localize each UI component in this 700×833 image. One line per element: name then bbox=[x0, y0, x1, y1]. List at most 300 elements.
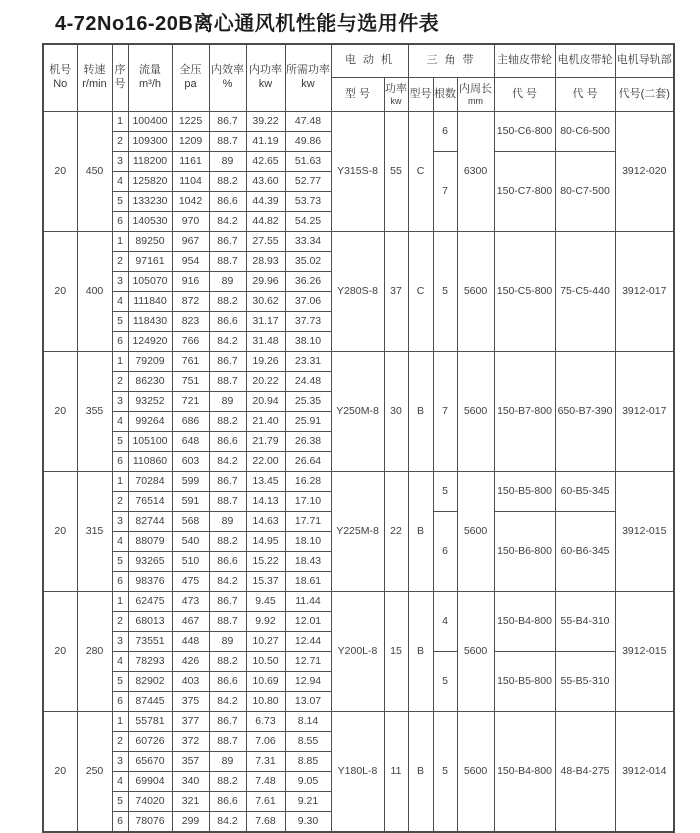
cell-efficiency: 89 bbox=[209, 152, 246, 172]
cell-seq: 5 bbox=[112, 552, 128, 572]
cell-seq: 4 bbox=[112, 532, 128, 552]
cell-power: 14.95 bbox=[246, 532, 285, 552]
cell-pressure: 761 bbox=[172, 352, 209, 372]
cell-pressure: 403 bbox=[172, 672, 209, 692]
cell-main-pulley: 150-B6-800 bbox=[494, 512, 555, 592]
cell-flow: 97161 bbox=[128, 252, 172, 272]
cell-pressure: 766 bbox=[172, 332, 209, 352]
table-row bbox=[43, 232, 674, 252]
header-seq-label: 序 bbox=[114, 64, 126, 77]
cell-main-pulley: 150-C6-800 bbox=[494, 112, 555, 152]
header-required-power-label: 所需功率 bbox=[286, 64, 330, 77]
cell-motor-power: 37 bbox=[384, 232, 408, 352]
cell-required-power: 8.85 bbox=[285, 752, 331, 772]
cell-required-power: 23.31 bbox=[285, 352, 331, 372]
cell-seq: 2 bbox=[112, 732, 128, 752]
cell-power: 6.73 bbox=[246, 712, 285, 732]
cell-efficiency: 88.2 bbox=[209, 412, 246, 432]
header-row-1 bbox=[43, 44, 674, 78]
cell-efficiency: 84.2 bbox=[209, 332, 246, 352]
cell-belt-roots: 5 bbox=[433, 652, 457, 712]
cell-power: 14.13 bbox=[246, 492, 285, 512]
cell-pressure: 568 bbox=[172, 512, 209, 532]
cell-flow: 99264 bbox=[128, 412, 172, 432]
cell-efficiency: 86.6 bbox=[209, 192, 246, 212]
header-motor-pulley-group: 电机皮带轮 bbox=[555, 44, 615, 78]
cell-flow: 124920 bbox=[128, 332, 172, 352]
header-flow bbox=[128, 44, 172, 112]
cell-motor-power: 55 bbox=[384, 112, 408, 232]
cell-seq: 2 bbox=[112, 612, 128, 632]
cell-flow: 140530 bbox=[128, 212, 172, 232]
cell-power: 10.50 bbox=[246, 652, 285, 672]
cell-pressure: 540 bbox=[172, 532, 209, 552]
cell-flow: 118200 bbox=[128, 152, 172, 172]
cell-motor-pulley: 60-B5-345 bbox=[555, 472, 615, 512]
cell-seq: 2 bbox=[112, 252, 128, 272]
header-efficiency bbox=[209, 44, 246, 112]
header-required-power-unit: kw bbox=[301, 78, 315, 90]
cell-power: 21.40 bbox=[246, 412, 285, 432]
cell-required-power: 16.28 bbox=[285, 472, 331, 492]
cell-power: 7.31 bbox=[246, 752, 285, 772]
cell-pressure: 467 bbox=[172, 612, 209, 632]
cell-belt-model: C bbox=[408, 112, 433, 232]
cell-pressure: 299 bbox=[172, 812, 209, 833]
cell-pressure: 916 bbox=[172, 272, 209, 292]
cell-efficiency: 86.6 bbox=[209, 672, 246, 692]
cell-power: 14.63 bbox=[246, 512, 285, 532]
cell-power: 7.68 bbox=[246, 812, 285, 833]
cell-efficiency: 86.7 bbox=[209, 232, 246, 252]
cell-seq: 3 bbox=[112, 512, 128, 532]
cell-belt-circumference: 6300 bbox=[457, 112, 494, 232]
cell-seq: 1 bbox=[112, 112, 128, 132]
header-pressure bbox=[172, 44, 209, 112]
cell-power: 20.22 bbox=[246, 372, 285, 392]
cell-pressure: 357 bbox=[172, 752, 209, 772]
cell-machine-no: 20 bbox=[43, 712, 77, 833]
cell-pressure: 340 bbox=[172, 772, 209, 792]
cell-pressure: 372 bbox=[172, 732, 209, 752]
cell-efficiency: 86.6 bbox=[209, 432, 246, 452]
cell-required-power: 33.34 bbox=[285, 232, 331, 252]
cell-required-power: 9.05 bbox=[285, 772, 331, 792]
cell-flow: 88079 bbox=[128, 532, 172, 552]
cell-required-power: 47.48 bbox=[285, 112, 331, 132]
header-belt-group: 三 角 带 bbox=[408, 44, 494, 78]
cell-rail-code: 3912-014 bbox=[615, 712, 674, 833]
header-pressure-label: 全压 bbox=[179, 64, 202, 77]
cell-pressure: 872 bbox=[172, 292, 209, 312]
header-motor-power bbox=[384, 78, 408, 112]
table-row bbox=[43, 112, 674, 132]
cell-flow: 100400 bbox=[128, 112, 172, 132]
cell-seq: 1 bbox=[112, 472, 128, 492]
table-row bbox=[43, 352, 674, 372]
cell-required-power: 38.10 bbox=[285, 332, 331, 352]
cell-flow: 118430 bbox=[128, 312, 172, 332]
cell-efficiency: 89 bbox=[209, 392, 246, 412]
cell-efficiency: 86.6 bbox=[209, 792, 246, 812]
cell-motor-pulley: 55-B4-310 bbox=[555, 592, 615, 652]
cell-pressure: 1104 bbox=[172, 172, 209, 192]
cell-power: 10.69 bbox=[246, 672, 285, 692]
cell-efficiency: 86.6 bbox=[209, 552, 246, 572]
cell-power: 9.45 bbox=[246, 592, 285, 612]
header-rail-group: 电机导轨部 bbox=[615, 44, 674, 78]
header-machine-no-unit: No bbox=[53, 78, 68, 90]
cell-pressure: 823 bbox=[172, 312, 209, 332]
cell-seq: 5 bbox=[112, 192, 128, 212]
cell-seq: 5 bbox=[112, 672, 128, 692]
cell-belt-circumference: 5600 bbox=[457, 352, 494, 472]
cell-motor-power: 22 bbox=[384, 472, 408, 592]
header-machine-no bbox=[43, 44, 77, 112]
cell-belt-roots: 5 bbox=[433, 232, 457, 352]
cell-required-power: 18.10 bbox=[285, 532, 331, 552]
header-main-pulley-code: 代 号 bbox=[494, 78, 555, 112]
table-header bbox=[43, 44, 674, 112]
cell-belt-circumference: 5600 bbox=[457, 232, 494, 352]
cell-motor-model: Y180L-8 bbox=[331, 712, 384, 833]
cell-flow: 111840 bbox=[128, 292, 172, 312]
header-flow-unit: m³/h bbox=[139, 78, 161, 90]
cell-machine-no: 20 bbox=[43, 112, 77, 232]
cell-seq: 3 bbox=[112, 632, 128, 652]
cell-seq: 2 bbox=[112, 372, 128, 392]
cell-flow: 65670 bbox=[128, 752, 172, 772]
cell-pressure: 686 bbox=[172, 412, 209, 432]
header-motor-model: 型 号 bbox=[331, 78, 384, 112]
cell-power: 30.62 bbox=[246, 292, 285, 312]
cell-required-power: 53.73 bbox=[285, 192, 331, 212]
cell-machine-no: 20 bbox=[43, 472, 77, 592]
cell-belt-model: B bbox=[408, 712, 433, 833]
cell-seq: 4 bbox=[112, 652, 128, 672]
cell-efficiency: 88.2 bbox=[209, 532, 246, 552]
cell-rail-code: 3912-020 bbox=[615, 112, 674, 232]
cell-flow: 133230 bbox=[128, 192, 172, 212]
cell-efficiency: 89 bbox=[209, 272, 246, 292]
header-speed-label: 转速 bbox=[83, 64, 106, 77]
table-body bbox=[43, 112, 674, 833]
cell-motor-pulley: 75-C5-440 bbox=[555, 232, 615, 352]
cell-required-power: 51.63 bbox=[285, 152, 331, 172]
cell-flow: 60726 bbox=[128, 732, 172, 752]
cell-main-pulley: 150-B4-800 bbox=[494, 592, 555, 652]
cell-motor-model: Y200L-8 bbox=[331, 592, 384, 712]
cell-power: 7.48 bbox=[246, 772, 285, 792]
cell-belt-circumference: 5600 bbox=[457, 712, 494, 833]
cell-required-power: 8.14 bbox=[285, 712, 331, 732]
cell-belt-model: B bbox=[408, 352, 433, 472]
cell-power: 10.80 bbox=[246, 692, 285, 712]
cell-motor-power: 11 bbox=[384, 712, 408, 833]
cell-pressure: 967 bbox=[172, 232, 209, 252]
cell-power: 9.92 bbox=[246, 612, 285, 632]
cell-motor-pulley: 60-B6-345 bbox=[555, 512, 615, 592]
cell-flow: 93265 bbox=[128, 552, 172, 572]
cell-flow: 74020 bbox=[128, 792, 172, 812]
cell-required-power: 52.77 bbox=[285, 172, 331, 192]
cell-speed: 400 bbox=[77, 232, 112, 352]
cell-seq: 6 bbox=[112, 692, 128, 712]
cell-pressure: 1161 bbox=[172, 152, 209, 172]
cell-machine-no: 20 bbox=[43, 352, 77, 472]
cell-required-power: 36.26 bbox=[285, 272, 331, 292]
cell-flow: 82744 bbox=[128, 512, 172, 532]
cell-belt-model: B bbox=[408, 592, 433, 712]
cell-required-power: 9.21 bbox=[285, 792, 331, 812]
cell-required-power: 12.01 bbox=[285, 612, 331, 632]
cell-required-power: 9.30 bbox=[285, 812, 331, 833]
cell-flow: 125820 bbox=[128, 172, 172, 192]
header-belt-circumference-label: 内周长 bbox=[459, 83, 492, 96]
page-title: 4-72No16-20B离心通风机性能与选用件表 bbox=[55, 13, 440, 35]
cell-efficiency: 84.2 bbox=[209, 212, 246, 232]
cell-flow: 70284 bbox=[128, 472, 172, 492]
cell-power: 44.39 bbox=[246, 192, 285, 212]
cell-efficiency: 86.7 bbox=[209, 712, 246, 732]
cell-efficiency: 88.2 bbox=[209, 652, 246, 672]
cell-motor-power: 30 bbox=[384, 352, 408, 472]
cell-efficiency: 86.7 bbox=[209, 592, 246, 612]
cell-power: 29.96 bbox=[246, 272, 285, 292]
cell-motor-pulley: 48-B4-275 bbox=[555, 712, 615, 833]
cell-efficiency: 86.7 bbox=[209, 112, 246, 132]
cell-pressure: 426 bbox=[172, 652, 209, 672]
cell-pressure: 721 bbox=[172, 392, 209, 412]
cell-pressure: 1042 bbox=[172, 192, 209, 212]
cell-power: 19.26 bbox=[246, 352, 285, 372]
cell-required-power: 49.86 bbox=[285, 132, 331, 152]
cell-machine-no: 20 bbox=[43, 232, 77, 352]
cell-pressure: 377 bbox=[172, 712, 209, 732]
cell-seq: 2 bbox=[112, 132, 128, 152]
cell-efficiency: 88.7 bbox=[209, 492, 246, 512]
cell-flow: 79209 bbox=[128, 352, 172, 372]
cell-seq: 4 bbox=[112, 772, 128, 792]
cell-flow: 109300 bbox=[128, 132, 172, 152]
cell-pressure: 448 bbox=[172, 632, 209, 652]
cell-power: 15.22 bbox=[246, 552, 285, 572]
cell-efficiency: 88.7 bbox=[209, 732, 246, 752]
header-required-power bbox=[285, 44, 331, 112]
cell-main-pulley: 150-C5-800 bbox=[494, 232, 555, 352]
cell-motor-pulley: 80-C6-500 bbox=[555, 112, 615, 152]
cell-seq: 5 bbox=[112, 432, 128, 452]
cell-required-power: 8.55 bbox=[285, 732, 331, 752]
cell-efficiency: 88.2 bbox=[209, 172, 246, 192]
cell-main-pulley: 150-C7-800 bbox=[494, 152, 555, 232]
cell-main-pulley: 150-B7-800 bbox=[494, 352, 555, 472]
cell-belt-model: B bbox=[408, 472, 433, 592]
cell-efficiency: 88.7 bbox=[209, 612, 246, 632]
header-belt-circumference-unit: mm bbox=[468, 95, 483, 106]
header-pressure-unit: pa bbox=[184, 78, 197, 90]
cell-power: 7.61 bbox=[246, 792, 285, 812]
cell-efficiency: 86.7 bbox=[209, 352, 246, 372]
cell-power: 13.45 bbox=[246, 472, 285, 492]
cell-flow: 68013 bbox=[128, 612, 172, 632]
cell-required-power: 25.35 bbox=[285, 392, 331, 412]
cell-efficiency: 88.7 bbox=[209, 252, 246, 272]
cell-power: 15.37 bbox=[246, 572, 285, 592]
cell-motor-model: Y225M-8 bbox=[331, 472, 384, 592]
cell-efficiency: 89 bbox=[209, 752, 246, 772]
cell-pressure: 648 bbox=[172, 432, 209, 452]
cell-motor-model: Y315S-8 bbox=[331, 112, 384, 232]
cell-pressure: 475 bbox=[172, 572, 209, 592]
header-flow-label: 流量 bbox=[139, 64, 161, 77]
cell-power: 10.27 bbox=[246, 632, 285, 652]
cell-power: 39.22 bbox=[246, 112, 285, 132]
cell-speed: 450 bbox=[77, 112, 112, 232]
cell-flow: 93252 bbox=[128, 392, 172, 412]
cell-belt-circumference: 5600 bbox=[457, 472, 494, 592]
cell-efficiency: 84.2 bbox=[209, 572, 246, 592]
header-power-unit: kw bbox=[258, 78, 273, 90]
cell-pressure: 1225 bbox=[172, 112, 209, 132]
header-rail-code: 代号(二套) bbox=[615, 78, 674, 112]
cell-pressure: 954 bbox=[172, 252, 209, 272]
header-belt-circumference bbox=[457, 78, 494, 112]
cell-power: 31.48 bbox=[246, 332, 285, 352]
cell-flow: 78293 bbox=[128, 652, 172, 672]
cell-seq: 3 bbox=[112, 272, 128, 292]
header-efficiency-unit: % bbox=[222, 78, 233, 90]
cell-power: 43.60 bbox=[246, 172, 285, 192]
cell-required-power: 12.94 bbox=[285, 672, 331, 692]
cell-efficiency: 88.7 bbox=[209, 372, 246, 392]
cell-power: 31.17 bbox=[246, 312, 285, 332]
cell-flow: 105070 bbox=[128, 272, 172, 292]
cell-required-power: 13.07 bbox=[285, 692, 331, 712]
cell-belt-circumference: 5600 bbox=[457, 592, 494, 712]
table-row bbox=[43, 592, 674, 612]
cell-seq: 5 bbox=[112, 792, 128, 812]
cell-required-power: 12.71 bbox=[285, 652, 331, 672]
cell-required-power: 54.25 bbox=[285, 212, 331, 232]
cell-efficiency: 84.2 bbox=[209, 812, 246, 833]
cell-efficiency: 84.2 bbox=[209, 692, 246, 712]
cell-seq: 6 bbox=[112, 212, 128, 232]
cell-seq: 3 bbox=[112, 392, 128, 412]
header-speed-unit: r/min bbox=[82, 78, 107, 90]
cell-motor-pulley: 650-B7-390 bbox=[555, 352, 615, 472]
cell-required-power: 18.61 bbox=[285, 572, 331, 592]
cell-seq: 5 bbox=[112, 312, 128, 332]
cell-flow: 76514 bbox=[128, 492, 172, 512]
cell-efficiency: 88.2 bbox=[209, 292, 246, 312]
header-power-label: 内功率 bbox=[249, 64, 282, 77]
header-machine-no-label: 机号 bbox=[49, 64, 72, 77]
cell-required-power: 17.10 bbox=[285, 492, 331, 512]
cell-efficiency: 88.2 bbox=[209, 772, 246, 792]
header-belt-roots: 根数 bbox=[433, 78, 457, 112]
cell-speed: 355 bbox=[77, 352, 112, 472]
cell-pressure: 473 bbox=[172, 592, 209, 612]
cell-flow: 73551 bbox=[128, 632, 172, 652]
cell-rail-code: 3912-017 bbox=[615, 232, 674, 352]
table-row bbox=[43, 712, 674, 732]
cell-pressure: 591 bbox=[172, 492, 209, 512]
cell-power: 22.00 bbox=[246, 452, 285, 472]
cell-power: 21.79 bbox=[246, 432, 285, 452]
cell-required-power: 26.64 bbox=[285, 452, 331, 472]
cell-motor-pulley: 55-B5-310 bbox=[555, 652, 615, 712]
cell-seq: 3 bbox=[112, 152, 128, 172]
cell-belt-roots: 6 bbox=[433, 112, 457, 152]
cell-rail-code: 3912-015 bbox=[615, 472, 674, 592]
cell-flow: 87445 bbox=[128, 692, 172, 712]
cell-flow: 69904 bbox=[128, 772, 172, 792]
cell-required-power: 18.43 bbox=[285, 552, 331, 572]
cell-belt-roots: 5 bbox=[433, 712, 457, 833]
cell-efficiency: 89 bbox=[209, 512, 246, 532]
cell-seq: 4 bbox=[112, 412, 128, 432]
cell-belt-model: C bbox=[408, 232, 433, 352]
cell-main-pulley: 150-B4-800 bbox=[494, 712, 555, 833]
header-motor-power-label: 功率 bbox=[385, 83, 407, 96]
cell-seq: 4 bbox=[112, 172, 128, 192]
cell-speed: 280 bbox=[77, 592, 112, 712]
cell-required-power: 37.06 bbox=[285, 292, 331, 312]
cell-power: 28.93 bbox=[246, 252, 285, 272]
cell-required-power: 25.91 bbox=[285, 412, 331, 432]
cell-seq: 2 bbox=[112, 492, 128, 512]
cell-seq: 6 bbox=[112, 452, 128, 472]
header-speed bbox=[77, 44, 112, 112]
cell-seq: 1 bbox=[112, 232, 128, 252]
cell-required-power: 35.02 bbox=[285, 252, 331, 272]
cell-power: 7.06 bbox=[246, 732, 285, 752]
cell-flow: 55781 bbox=[128, 712, 172, 732]
cell-rail-code: 3912-017 bbox=[615, 352, 674, 472]
cell-rail-code: 3912-015 bbox=[615, 592, 674, 712]
cell-belt-roots: 7 bbox=[433, 352, 457, 472]
header-efficiency-label: 内效率 bbox=[211, 64, 244, 77]
cell-flow: 105100 bbox=[128, 432, 172, 452]
table-row bbox=[43, 472, 674, 492]
cell-belt-roots: 6 bbox=[433, 512, 457, 592]
cell-belt-roots: 5 bbox=[433, 472, 457, 512]
cell-power: 42.65 bbox=[246, 152, 285, 172]
cell-pressure: 321 bbox=[172, 792, 209, 812]
fan-selection-table bbox=[42, 43, 675, 833]
cell-efficiency: 86.7 bbox=[209, 472, 246, 492]
cell-pressure: 970 bbox=[172, 212, 209, 232]
cell-seq: 1 bbox=[112, 592, 128, 612]
cell-speed: 250 bbox=[77, 712, 112, 833]
cell-power: 41.19 bbox=[246, 132, 285, 152]
header-motor-pulley-code: 代 号 bbox=[555, 78, 615, 112]
cell-required-power: 26.38 bbox=[285, 432, 331, 452]
cell-belt-roots: 4 bbox=[433, 592, 457, 652]
cell-seq: 3 bbox=[112, 752, 128, 772]
cell-motor-power: 15 bbox=[384, 592, 408, 712]
cell-pressure: 751 bbox=[172, 372, 209, 392]
cell-seq: 6 bbox=[112, 332, 128, 352]
cell-flow: 89250 bbox=[128, 232, 172, 252]
header-motor-group: 电 动 机 bbox=[331, 44, 408, 78]
cell-pressure: 603 bbox=[172, 452, 209, 472]
cell-efficiency: 86.6 bbox=[209, 312, 246, 332]
cell-flow: 86230 bbox=[128, 372, 172, 392]
cell-flow: 62475 bbox=[128, 592, 172, 612]
cell-pressure: 375 bbox=[172, 692, 209, 712]
